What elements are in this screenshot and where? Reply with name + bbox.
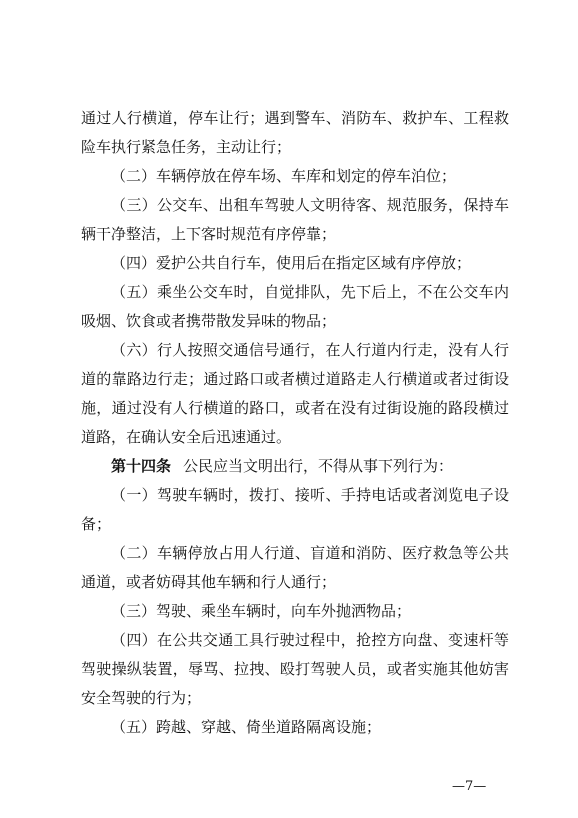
article-number: 第十四条 (111, 457, 172, 475)
paragraph-item-4: （四）爱护公共自行车，使用后在指定区域有序停放； (111, 254, 472, 272)
article-14-item-4: （四）在公共交通工具行驶过程中，抢控方向盘、变速杆等驾驶操纵装置，辱骂、拉拽、殴打驾驶人员，或者实施其他妨害安全驾驶的行为； (81, 631, 509, 707)
article-14-item-2: （二）车辆停放占用人行道、盲道和消防、医疗救急等公共通道，或者妨碍其他车辆和行人通行； (81, 544, 509, 591)
article-14-item-5: （五）跨越、穿越、倚坐道路隔离设施； (111, 718, 382, 736)
paragraph-item-2: （二）车辆停放在停车场、车库和划定的停车泊位； (111, 167, 457, 185)
article-text: 公民应当文明出行，不得从事下列行为： (183, 457, 454, 475)
article-14-item-3: （三）驾驶、乘坐车辆时，向车外抛洒物品； (111, 602, 412, 620)
article-14-item-1: （一）驾驶车辆时，拨打、接听、手持电话或者浏览电子设备； (81, 486, 509, 533)
paragraph-item-6: （六）行人按照交通信号通行，在人行道内行走，没有人行道的靠路边行走；通过路口或者横过道路走人行横道或者过街设施，通过没有人行横道的路口，或者在没有过街设施的路段横过道路，在确认安全后迅速通过。 (81, 341, 509, 446)
page-number: —7— (452, 779, 487, 794)
paragraph-continuation: 通过人行横道，停车让行；遇到警车、消防车、救护车、工程救险车执行紧急任务，主动让行； (81, 109, 509, 156)
paragraph-item-5: （五）乘坐公交车时，自觉排队，先下后上，不在公交车内吸烟、饮食或者携带散发异味的物品； (81, 283, 509, 330)
paragraph-item-3: （三）公交车、出租车驾驶人文明待客、规范服务，保持车辆干净整洁，上下客时规范有序停靠； (81, 196, 509, 243)
article-14-heading (81, 452, 509, 481)
document-body (81, 104, 509, 742)
